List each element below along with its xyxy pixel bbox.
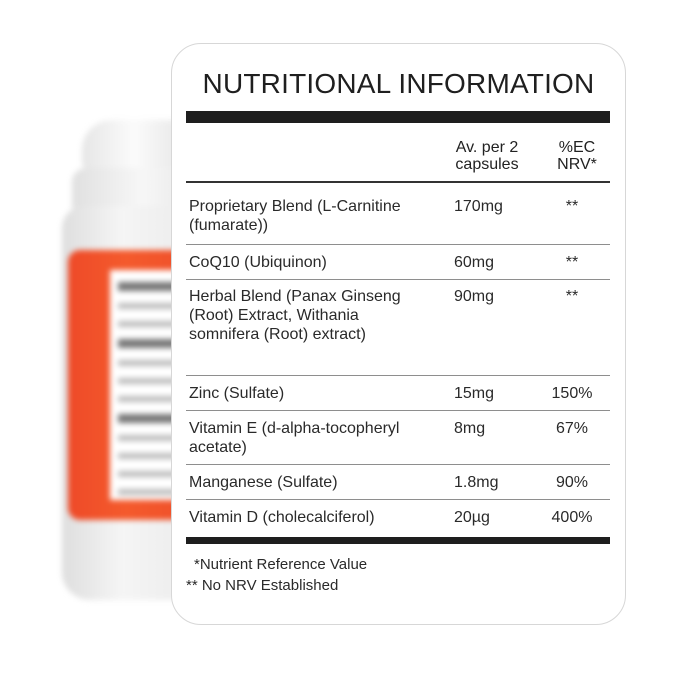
nutrient-nrv: ** <box>565 288 579 305</box>
panel-title: NUTRITIONAL INFORMATION <box>202 68 595 99</box>
column-header-amount: Av. per 2 capsules <box>455 139 519 173</box>
nutrient-name: Manganese (Sulfate) <box>189 474 338 491</box>
row-divider <box>186 279 610 280</box>
nutrient-name: Zinc (Sulfate) <box>189 385 285 402</box>
nutrient-amount: 170mg <box>454 198 503 215</box>
nutrient-nrv: 400% <box>551 509 593 526</box>
nutrient-amount: 1.8mg <box>454 474 499 491</box>
footnote-nrv: *Nutrient Reference Value <box>194 556 368 573</box>
nutrient-amount: 90mg <box>454 288 495 305</box>
bottom-divider-bar <box>186 537 610 544</box>
row-divider <box>186 375 610 376</box>
row-divider <box>186 499 610 500</box>
column-header-nrv: %EC NRV* <box>557 139 597 173</box>
header-divider <box>186 181 610 183</box>
nutrient-name: CoQ10 (Ubiquinon) <box>189 254 327 271</box>
top-divider-bar <box>186 111 610 123</box>
nutrient-amount: 15mg <box>454 385 495 402</box>
nutrient-amount: 8mg <box>454 420 486 437</box>
nutrition-panel <box>171 43 626 625</box>
nutrient-name: Herbal Blend (Panax Ginseng (Root) Extract, Withania somnifera (Root) extract) <box>189 288 401 343</box>
row-divider <box>186 410 610 411</box>
nutrient-nrv: 90% <box>555 474 589 491</box>
nutrient-nrv: 150% <box>551 385 593 402</box>
nutrient-nrv: ** <box>565 254 579 271</box>
nutrient-amount: 20µg <box>454 509 490 526</box>
nutrient-nrv: ** <box>565 198 579 215</box>
nutrient-nrv: 67% <box>555 420 589 437</box>
row-divider <box>186 244 610 245</box>
nutrient-name: Vitamin E (d-alpha-tocopheryl acetate) <box>189 420 400 456</box>
nutrient-name: Proprietary Blend (L-Carnitine (fumarate)) <box>189 198 401 234</box>
footnote-no-nrv: ** No NRV Established <box>186 577 339 594</box>
row-divider <box>186 464 610 465</box>
nutrient-amount: 60mg <box>454 254 495 271</box>
nutrient-name: Vitamin D (cholecalciferol) <box>189 509 375 526</box>
